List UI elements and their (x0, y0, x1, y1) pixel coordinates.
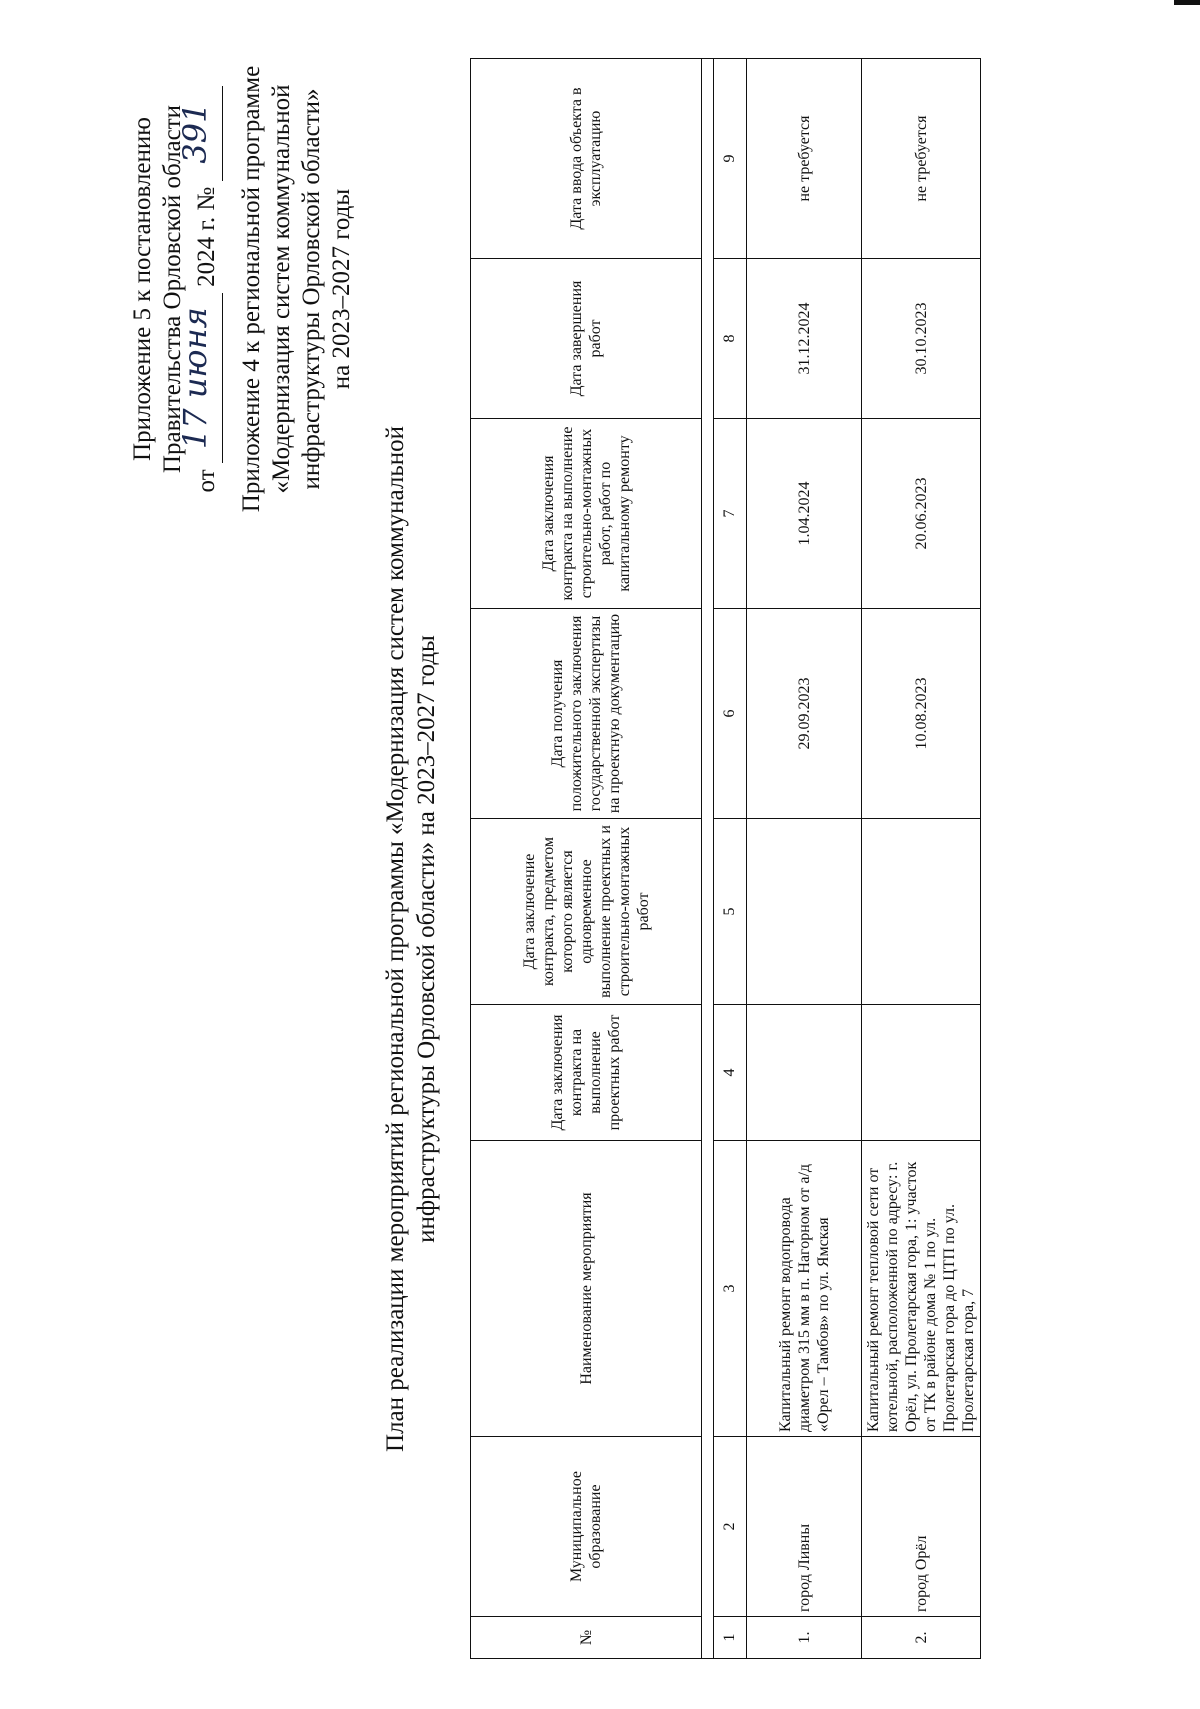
title-line-2: инфраструктуры Орловской области» на 2023–2027 годы (413, 635, 440, 1243)
table-gap-row (702, 59, 714, 1659)
header-line-5: «Модернизация систем коммунальной (268, 84, 295, 494)
row-commissioning: не требуется (747, 59, 862, 259)
column-number-cell: 7 (714, 419, 747, 609)
column-number-cell: 2 (714, 1437, 747, 1617)
appendix-block (237, 29, 357, 549)
document-header (128, 29, 357, 549)
row-expertise-date: 29.09.2023 (747, 609, 862, 819)
header-line-1: Приложение 5 к постановлению (129, 117, 156, 461)
handwritten-date: 17 июня (176, 307, 214, 450)
number-field (176, 86, 223, 181)
row-construction-contract: 1.04.2024 (747, 419, 862, 609)
row-completion-date: 31.12.2024 (747, 259, 862, 419)
column-number-row (714, 59, 747, 1659)
row-measure: Капитальный ремонт тепловой сети от котельной, расположенной по адресу: г. Орёл, ул. Пролетарская гора, 1: участок от ТК в районе дома № 1 по ул. Пролетарская гора до ЦТП по ул. Пролетарская гора, 7 (862, 1141, 981, 1437)
row-municipality: город Орёл (862, 1437, 981, 1617)
handwritten-number: 391 (176, 102, 214, 164)
header-cell-completion-date: Дата завершения работ (471, 259, 702, 419)
plan-table (470, 58, 981, 1659)
header-line-4: Приложение 4 к региональной программе (238, 65, 265, 513)
year-text: 2024 г. № (193, 186, 220, 287)
column-number-cell: 9 (714, 59, 747, 259)
table-header-row (471, 59, 702, 1659)
column-number-cell: 5 (714, 819, 747, 1005)
row-combined-contract (862, 819, 981, 1005)
column-number-cell: 8 (714, 259, 747, 419)
date-field (176, 293, 223, 463)
header-cell-combined-contract: Дата заключение контракта, предметом которого является одновременное выполнение проектных и строительно-монтажных работ (471, 819, 702, 1005)
row-design-contract (862, 1005, 981, 1141)
row-commissioning: не требуется (862, 59, 981, 259)
row-measure: Капитальный ремонт водопровода диаметром 315 мм в п. Нагорном от а/д «Орел – Тамбов» по ул. Ямская (747, 1141, 862, 1437)
table-row (747, 59, 862, 1659)
date-prefix: от (193, 469, 220, 493)
header-line-6: инфраструктуры Орловской области» (298, 88, 325, 490)
row-combined-contract (747, 819, 862, 1005)
row-design-contract (747, 1005, 862, 1141)
header-cell-measure: Наименование мероприятия (471, 1141, 702, 1437)
header-cell-municipality: Муниципальное образование (471, 1437, 702, 1617)
header-line-2: Правительства Орловской области (159, 104, 186, 474)
column-number-cell: 3 (714, 1141, 747, 1437)
row-number: 2. (862, 1617, 981, 1659)
column-number-cell: 1 (714, 1617, 747, 1659)
column-number-cell: 4 (714, 1005, 747, 1141)
header-cell-expertise-date: Дата получения положительного заключения государственной экспертизы на проектную документацию (471, 609, 702, 819)
header-cell-commissioning: Дата ввода объекта в эксплуатацию (471, 59, 702, 259)
row-number: 1. (747, 1617, 862, 1659)
column-number-cell: 6 (714, 609, 747, 819)
header-cell-design-contract: Дата заключения контракта на выполнение проектных работ (471, 1005, 702, 1141)
document-title (380, 339, 442, 1539)
row-completion-date: 30.10.2023 (862, 259, 981, 419)
row-construction-contract: 20.06.2023 (862, 419, 981, 609)
table-row (862, 59, 981, 1659)
row-expertise-date: 10.08.2023 (862, 609, 981, 819)
header-cell-construction-contract: Дата заключения контракта на выполнение строительно-монтажных работ, работ по капитальному ремонту (471, 419, 702, 609)
header-cell-number: № (471, 1617, 702, 1659)
header-date-line (176, 86, 223, 493)
row-municipality: город Ливны (747, 1437, 862, 1617)
header-line-7: на 2023–2027 годы (328, 188, 355, 390)
title-line-1: План реализации мероприятий региональной программы «Модернизация систем коммунальной (382, 426, 409, 1452)
